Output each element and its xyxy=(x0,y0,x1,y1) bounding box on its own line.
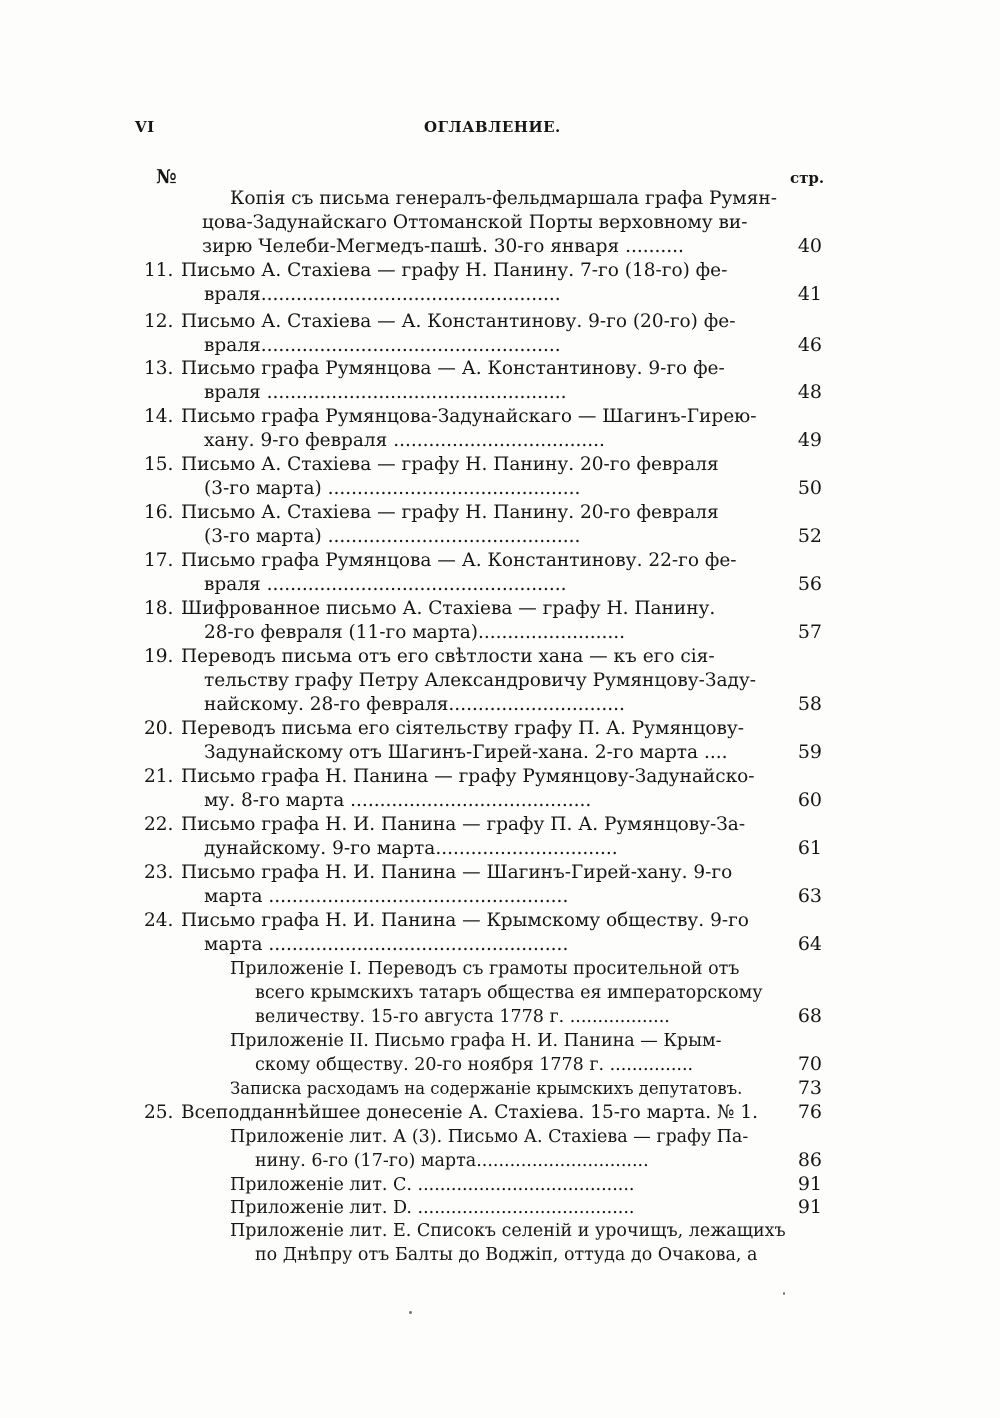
toc-page-number: 63 xyxy=(797,885,822,907)
toc-entry-number: 13. xyxy=(144,358,174,379)
toc-page-number: 59 xyxy=(797,741,822,763)
toc-entry-line: Письмо графа Румянцова — А. Константинову. 9-го фе- xyxy=(181,358,725,379)
toc-entry-line: Задунайскому отъ Шагинъ-Гирей-хана. 2-го марта .... xyxy=(204,742,728,763)
toc-entry-line: Письмо графа Румянцова — А. Константинову. 22-го фе- xyxy=(181,550,737,571)
toc-page-number: 58 xyxy=(797,693,822,715)
page-roman-numeral: VI xyxy=(135,118,155,136)
toc-entry-number: 12. xyxy=(144,311,174,332)
toc-page-number: 61 xyxy=(797,837,822,859)
toc-entry-line: Шифрованное письмо А. Стахіева — графу Н. Панину. xyxy=(181,598,716,619)
toc-entry-line: враля ................................................... xyxy=(204,382,567,403)
scan-speck xyxy=(409,1311,412,1314)
toc-entry-line: Записка расходамъ на содержаніе крымскихъ депутатовъ. xyxy=(230,1079,743,1098)
toc-entry-line: Приложеніе I. Переводъ съ грамоты просительной отъ xyxy=(230,959,740,979)
toc-page-number: 60 xyxy=(797,789,822,811)
toc-entry-line: найскому. 28-го февраля.............................. xyxy=(204,694,625,715)
toc-entry-number: 20. xyxy=(144,718,174,739)
toc-entry-line: Приложеніе лит. D. ....................................... xyxy=(230,1198,635,1218)
toc-entry-line: нину. 6-го (17-го) марта............................... xyxy=(255,1151,649,1171)
toc-entry-line: марта ................................................... xyxy=(204,934,569,955)
toc-page-number: 56 xyxy=(797,573,822,595)
toc-entry-line: враля ................................................... xyxy=(204,574,567,595)
toc-page-number: 57 xyxy=(797,621,822,643)
toc-entry-line: Письмо графа Н. Панина — графу Румянцову-Задунайско- xyxy=(181,766,755,787)
toc-entry-line: му. 8-го марта ......................................... xyxy=(204,790,592,811)
toc-entry-number: 11. xyxy=(144,260,174,281)
scan-speck xyxy=(783,1292,785,1295)
toc-entry-line: Письмо графа Румянцова-Задунайскаго — Шагинъ-Гирею- xyxy=(181,406,757,427)
toc-entry-line: враля................................................... xyxy=(204,284,561,305)
toc-page-number: 46 xyxy=(797,334,822,356)
toc-entry-line: марта ................................................... xyxy=(204,886,569,907)
toc-entry-line: Переводъ письма его сіятельству графу П. А. Румянцову- xyxy=(181,718,745,739)
toc-entry-line: Приложеніе лит. E. Списокъ селеній и урочищъ, лежащихъ xyxy=(230,1221,786,1241)
toc-page-number: 91 xyxy=(797,1173,822,1195)
toc-entry-number: 23. xyxy=(144,862,174,883)
toc-entry-line: Письмо графа Н. И. Панина — Крымскому обществу. 9-го xyxy=(181,910,749,931)
toc-entry-line: величеству. 15-го августа 1778 г. .................. xyxy=(255,1007,670,1027)
toc-entry-line: зирю Челеби-Мегмедъ-пашѣ. 30-го января .......... xyxy=(202,236,684,257)
toc-entry-number: 25. xyxy=(144,1102,174,1123)
toc-entry-number: 14. xyxy=(144,406,174,427)
toc-entry-line: тельству графу Петру Александровичу Румянцову-Заду- xyxy=(204,670,757,691)
toc-entry-line: Письмо А. Стахіева — графу Н. Панину. 7-го (18-го) фе- xyxy=(181,260,728,281)
toc-page-number: 40 xyxy=(797,235,822,257)
toc-entry-line: всего крымскихъ татаръ общества ея императорскому xyxy=(255,983,763,1003)
toc-entry-line: Переводъ письма отъ его свѣтлости хана — къ его сія- xyxy=(181,646,715,667)
toc-entry-line: цова-Задунайскаго Оттоманской Порты верховному ви- xyxy=(202,212,748,233)
toc-page-number: 49 xyxy=(797,429,822,451)
toc-page-number: 91 xyxy=(797,1196,822,1218)
toc-entry-number: 21. xyxy=(144,766,174,787)
toc-entry-number: 16. xyxy=(144,502,174,523)
toc-page-number: 73 xyxy=(797,1077,822,1099)
page-title: ОГЛАВЛЕНИЕ. xyxy=(424,118,561,136)
toc-entry-number: 19. xyxy=(144,646,174,667)
toc-entry-line: Письмо А. Стахіева — графу Н. Панину. 20-го февраля xyxy=(181,454,719,475)
toc-entry-number: 17. xyxy=(144,550,174,571)
toc-page-number: 52 xyxy=(797,525,822,547)
toc-entry-line: по Днѣпру отъ Балты до Воджіп, оттуда до Очакова, а xyxy=(255,1245,758,1265)
toc-page-number: 64 xyxy=(797,933,822,955)
toc-entry-line: Всеподданнѣйшее донесеніе А. Стахіева. 15-го марта. № 1. xyxy=(181,1102,759,1123)
toc-entry-line: Приложеніе II. Письмо графа Н. И. Панина — Крым- xyxy=(230,1031,722,1051)
toc-page-number: 50 xyxy=(797,477,822,499)
toc-page-number: 86 xyxy=(797,1149,822,1171)
toc-page-number: 76 xyxy=(797,1101,822,1123)
toc-entry-line: Приложеніе лит. С. ....................................... xyxy=(230,1175,635,1195)
toc-entry-line: Письмо графа Н. И. Панина — графу П. А. Румянцову-За- xyxy=(181,814,746,835)
toc-page-number: 70 xyxy=(797,1053,822,1075)
toc-entry-number: 15. xyxy=(144,454,174,475)
toc-page-number: 48 xyxy=(797,381,822,403)
toc-entry-line: Письмо А. Стахіева — А. Константинову. 9-го (20-го) фе- xyxy=(181,311,736,332)
number-column-header: № xyxy=(156,166,177,188)
toc-entry-line: скому обществу. 20-го ноября 1778 г. ............... xyxy=(255,1055,694,1075)
toc-entry-line: дунайскому. 9-го марта............................... xyxy=(204,838,618,859)
toc-entry-line: 28-го февраля (11-го марта)......................... xyxy=(204,622,626,643)
toc-entry-number: 22. xyxy=(144,814,174,835)
toc-page-number: 41 xyxy=(797,283,822,305)
toc-entry-line: хану. 9-го февраля .................................... xyxy=(204,430,605,451)
toc-entry-line: (3-го марта) ........................................... xyxy=(204,478,581,499)
toc-page-number: 68 xyxy=(797,1005,822,1027)
toc-entry-line: враля................................................... xyxy=(204,335,561,356)
toc-entry-number: 24. xyxy=(144,910,174,931)
toc-entry-line: (3-го марта) ........................................... xyxy=(204,526,581,547)
toc-entry-line: Письмо А. Стахіева — графу Н. Панину. 20-го февраля xyxy=(181,502,719,523)
toc-entry-number: 18. xyxy=(144,598,174,619)
toc-entry-line: Копія съ письма генералъ-фельдмаршала графа Румян- xyxy=(230,188,777,209)
page-column-header: стр. xyxy=(790,169,825,187)
toc-entry-line: Письмо графа Н. И. Панина — Шагинъ-Гирей-хану. 9-го xyxy=(181,862,733,883)
toc-entry-line: Приложеніе лит. А (3). Письмо А. Стахіева — графу Па- xyxy=(230,1127,749,1147)
